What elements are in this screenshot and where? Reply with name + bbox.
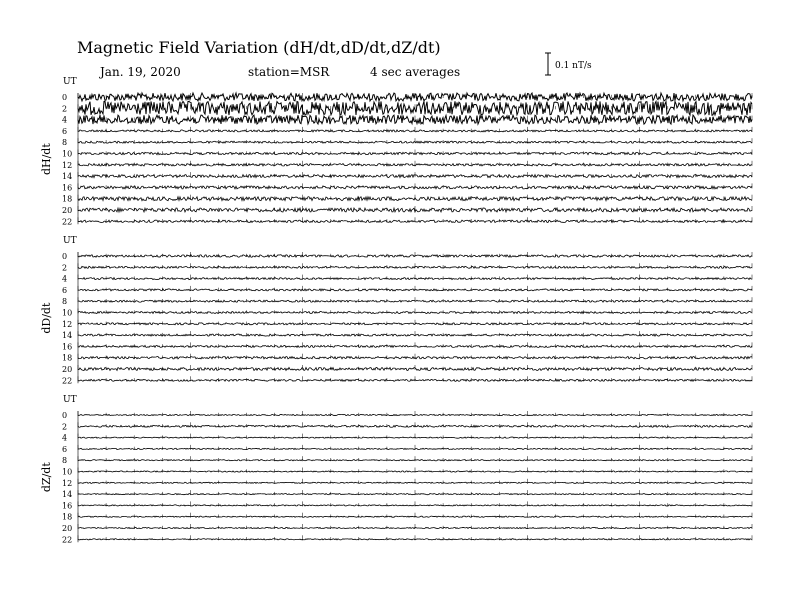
row-label: 12 [62,478,73,488]
date-label: Jan. 19, 2020 [100,65,181,79]
row-label: 18 [62,512,73,522]
row-label: 16 [62,342,73,352]
row-label: 0 [62,93,68,102]
row-label: 14 [62,172,73,182]
row-label: 2 [62,263,68,273]
row-label: 4 [62,274,68,284]
row-label: 22 [62,535,73,545]
panel-ylabel: dD/dt [40,302,53,334]
row-label: 14 [62,331,73,341]
row-label: 10 [62,308,73,318]
row-label: 20 [62,365,73,374]
row-label: 20 [62,524,73,533]
row-label: 4 [62,433,68,443]
row-label: 8 [62,138,68,148]
data-trace [78,197,752,201]
row-label: 0 [62,411,68,420]
ut-label: UT [63,77,77,87]
panel-ylabel: dH/dt [40,143,53,176]
ut-label: UT [63,236,77,246]
averaging-label: 4 sec averages [370,65,461,79]
row-ticks [78,263,752,268]
row-label: 6 [62,285,68,295]
data-trace [78,186,752,189]
row-label: 8 [62,456,68,466]
ut-label: UT [63,395,77,405]
row-label: 22 [62,376,73,386]
row-label: 18 [62,194,73,204]
row-ticks [78,286,752,291]
row-label: 10 [62,467,73,477]
row-label: 0 [62,252,68,261]
row-ticks [78,297,752,302]
row-label: 16 [62,501,73,511]
row-label: 6 [62,444,68,454]
row-label: 20 [62,206,73,215]
row-label: 22 [62,217,73,227]
row-label: 14 [62,490,73,500]
row-label: 12 [62,160,73,170]
row-label: 6 [62,126,68,136]
row-label: 2 [62,104,68,114]
row-label: 4 [62,115,68,125]
scale-bar-label: 0.1 nT/s [555,61,592,71]
row-label: 8 [62,297,68,307]
panel-ylabel: dZ/dt [40,462,53,493]
row-label: 16 [62,183,73,193]
station-label: station=MSR [248,65,330,79]
row-label: 2 [62,422,68,432]
chart-title: Magnetic Field Variation (dH/dt,dD/dt,dZ/dt) [77,38,441,57]
row-label: 18 [62,353,73,363]
row-label: 10 [62,149,73,159]
row-label: 12 [62,319,73,329]
